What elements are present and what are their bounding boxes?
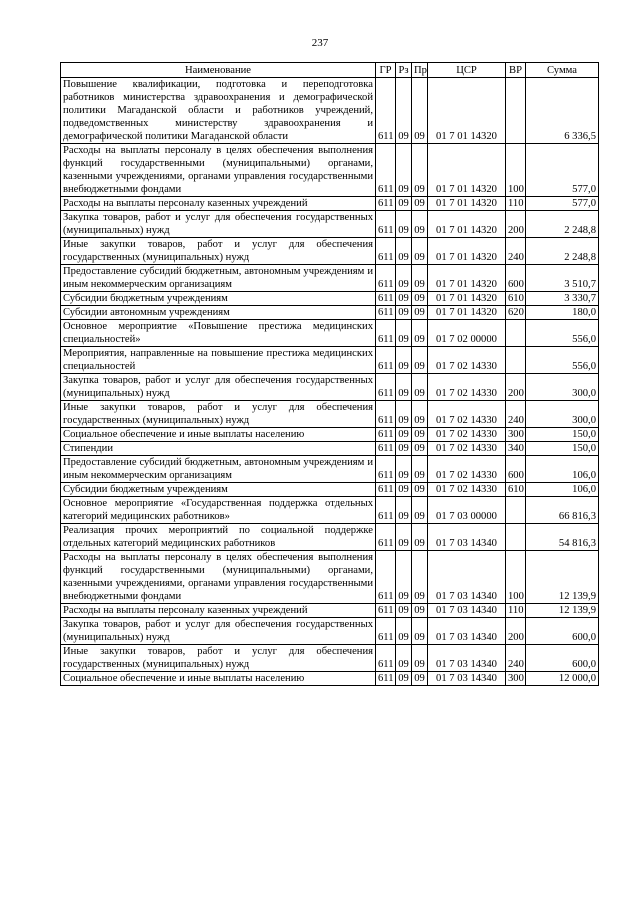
- cell-rz: 09: [396, 78, 412, 144]
- table-row: [61, 306, 599, 320]
- cell-vr: 110: [506, 604, 526, 618]
- cell-name: Субсидии автономным учреждениям: [61, 306, 376, 320]
- table-row: [61, 524, 599, 551]
- cell-sum: 106,0: [526, 456, 599, 483]
- table-row: [61, 265, 599, 292]
- cell-gr: 611: [376, 320, 396, 347]
- cell-csr: 01 7 02 14330: [428, 428, 506, 442]
- cell-vr: [506, 524, 526, 551]
- cell-sum: 577,0: [526, 144, 599, 197]
- cell-pr: 09: [412, 456, 428, 483]
- table-row: [61, 144, 599, 197]
- table-row: [61, 497, 599, 524]
- cell-name: Предоставление субсидий бюджетным, автономным учреждениям и иным некоммерческим организациям: [61, 456, 376, 483]
- cell-rz: 09: [396, 645, 412, 672]
- cell-csr: 01 7 03 14340: [428, 551, 506, 604]
- cell-vr: [506, 497, 526, 524]
- cell-name: Основное мероприятие «Повышение престижа медицинских специальностей»: [61, 320, 376, 347]
- cell-gr: 611: [376, 672, 396, 686]
- cell-gr: 611: [376, 306, 396, 320]
- cell-vr: 100: [506, 144, 526, 197]
- cell-csr: 01 7 02 14330: [428, 483, 506, 497]
- cell-rz: 09: [396, 265, 412, 292]
- cell-csr: 01 7 02 00000: [428, 320, 506, 347]
- cell-pr: 09: [412, 265, 428, 292]
- cell-csr: 01 7 02 14330: [428, 401, 506, 428]
- table-body: [61, 78, 599, 686]
- table-row: [61, 672, 599, 686]
- cell-sum: 3 330,7: [526, 292, 599, 306]
- cell-csr: 01 7 01 14320: [428, 306, 506, 320]
- cell-vr: 610: [506, 292, 526, 306]
- cell-name: Иные закупки товаров, работ и услуг для обеспечения государственных (муниципальных) нужд: [61, 238, 376, 265]
- cell-sum: 180,0: [526, 306, 599, 320]
- cell-gr: 611: [376, 197, 396, 211]
- cell-pr: 09: [412, 618, 428, 645]
- cell-vr: 240: [506, 645, 526, 672]
- cell-name: Расходы на выплаты персоналу казенных учреждений: [61, 197, 376, 211]
- cell-vr: 240: [506, 238, 526, 265]
- cell-gr: 611: [376, 497, 396, 524]
- column-header-name: Наименование: [61, 63, 376, 78]
- cell-pr: 09: [412, 672, 428, 686]
- cell-rz: 09: [396, 428, 412, 442]
- cell-rz: 09: [396, 292, 412, 306]
- cell-sum: 6 336,5: [526, 78, 599, 144]
- cell-gr: 611: [376, 144, 396, 197]
- budget-table: [60, 62, 599, 686]
- cell-name: Закупка товаров, работ и услуг для обеспечения государственных (муниципальных) нужд: [61, 618, 376, 645]
- cell-vr: 110: [506, 197, 526, 211]
- cell-pr: 09: [412, 347, 428, 374]
- cell-csr: 01 7 03 14340: [428, 645, 506, 672]
- cell-sum: 300,0: [526, 401, 599, 428]
- column-header-pr: Пр: [412, 63, 428, 78]
- cell-rz: 09: [396, 497, 412, 524]
- cell-csr: 01 7 01 14320: [428, 265, 506, 292]
- cell-vr: 200: [506, 211, 526, 238]
- cell-pr: 09: [412, 442, 428, 456]
- cell-csr: 01 7 02 14330: [428, 456, 506, 483]
- cell-name: Расходы на выплаты персоналу казенных учреждений: [61, 604, 376, 618]
- cell-csr: 01 7 01 14320: [428, 238, 506, 265]
- cell-csr: 01 7 03 14340: [428, 672, 506, 686]
- cell-pr: 09: [412, 374, 428, 401]
- cell-pr: 09: [412, 401, 428, 428]
- cell-name: Закупка товаров, работ и услуг для обеспечения государственных (муниципальных) нужд: [61, 374, 376, 401]
- cell-gr: 611: [376, 78, 396, 144]
- cell-sum: 2 248,8: [526, 211, 599, 238]
- cell-pr: 09: [412, 524, 428, 551]
- cell-csr: 01 7 03 14340: [428, 524, 506, 551]
- cell-sum: 54 816,3: [526, 524, 599, 551]
- cell-pr: 09: [412, 551, 428, 604]
- cell-name: Расходы на выплаты персоналу в целях обеспечения выполнения функций государственными (муниципальными) органами, казенными учреждениями, органами управления государственными внебюджетными фондами: [61, 144, 376, 197]
- table-row: [61, 483, 599, 497]
- cell-csr: 01 7 01 14320: [428, 211, 506, 238]
- cell-gr: 611: [376, 456, 396, 483]
- cell-rz: 09: [396, 483, 412, 497]
- table-row: [61, 374, 599, 401]
- cell-sum: 66 816,3: [526, 497, 599, 524]
- cell-rz: 09: [396, 374, 412, 401]
- column-header-vr: ВР: [506, 63, 526, 78]
- cell-name: Закупка товаров, работ и услуг для обеспечения государственных (муниципальных) нужд: [61, 211, 376, 238]
- cell-name: Социальное обеспечение и иные выплаты населению: [61, 428, 376, 442]
- table-row: [61, 428, 599, 442]
- table-row: [61, 456, 599, 483]
- cell-sum: 600,0: [526, 618, 599, 645]
- cell-pr: 09: [412, 292, 428, 306]
- cell-rz: 09: [396, 144, 412, 197]
- cell-sum: 2 248,8: [526, 238, 599, 265]
- cell-csr: 01 7 01 14320: [428, 78, 506, 144]
- table-row: [61, 604, 599, 618]
- table-row: [61, 347, 599, 374]
- cell-rz: 09: [396, 672, 412, 686]
- cell-vr: 240: [506, 401, 526, 428]
- column-header-sum: Сумма: [526, 63, 599, 78]
- table-row: [61, 238, 599, 265]
- cell-rz: 09: [396, 604, 412, 618]
- cell-sum: 600,0: [526, 645, 599, 672]
- cell-rz: 09: [396, 306, 412, 320]
- cell-sum: 556,0: [526, 347, 599, 374]
- column-header-gr: ГР: [376, 63, 396, 78]
- cell-sum: 12 139,9: [526, 551, 599, 604]
- cell-gr: 611: [376, 374, 396, 401]
- cell-gr: 611: [376, 347, 396, 374]
- cell-rz: 09: [396, 320, 412, 347]
- table-row: [61, 645, 599, 672]
- cell-gr: 611: [376, 265, 396, 292]
- cell-gr: 611: [376, 238, 396, 265]
- cell-gr: 611: [376, 292, 396, 306]
- cell-pr: 09: [412, 483, 428, 497]
- cell-sum: 577,0: [526, 197, 599, 211]
- cell-sum: 150,0: [526, 442, 599, 456]
- table-row: [61, 551, 599, 604]
- cell-sum: 106,0: [526, 483, 599, 497]
- table-header-row: [61, 63, 599, 78]
- cell-gr: 611: [376, 401, 396, 428]
- cell-csr: 01 7 01 14320: [428, 144, 506, 197]
- cell-name: Иные закупки товаров, работ и услуг для обеспечения государственных (муниципальных) нужд: [61, 645, 376, 672]
- cell-rz: 09: [396, 401, 412, 428]
- cell-name: Основное мероприятие «Государственная поддержка отдельных категорий медицинских работников»: [61, 497, 376, 524]
- cell-name: Субсидии бюджетным учреждениям: [61, 483, 376, 497]
- cell-sum: 12 000,0: [526, 672, 599, 686]
- page-number: 237: [311, 37, 329, 49]
- table-row: [61, 442, 599, 456]
- table-row: [61, 78, 599, 144]
- cell-pr: 09: [412, 78, 428, 144]
- cell-name: Предоставление субсидий бюджетным, автономным учреждениям и иным некоммерческим организациям: [61, 265, 376, 292]
- cell-vr: 300: [506, 428, 526, 442]
- cell-pr: 09: [412, 211, 428, 238]
- cell-rz: 09: [396, 524, 412, 551]
- cell-rz: 09: [396, 551, 412, 604]
- cell-rz: 09: [396, 618, 412, 645]
- table-row: [61, 197, 599, 211]
- column-header-csr: ЦСР: [428, 63, 506, 78]
- cell-vr: 600: [506, 265, 526, 292]
- cell-pr: 09: [412, 604, 428, 618]
- cell-gr: 611: [376, 645, 396, 672]
- cell-vr: 200: [506, 618, 526, 645]
- cell-name: Социальное обеспечение и иные выплаты населению: [61, 672, 376, 686]
- cell-sum: 3 510,7: [526, 265, 599, 292]
- cell-csr: 01 7 03 14340: [428, 618, 506, 645]
- cell-csr: 01 7 01 14320: [428, 197, 506, 211]
- cell-rz: 09: [396, 442, 412, 456]
- cell-vr: 300: [506, 672, 526, 686]
- column-header-rz: Рз: [396, 63, 412, 78]
- cell-pr: 09: [412, 320, 428, 347]
- cell-gr: 611: [376, 618, 396, 645]
- cell-name: Субсидии бюджетным учреждениям: [61, 292, 376, 306]
- cell-sum: 150,0: [526, 428, 599, 442]
- cell-rz: 09: [396, 211, 412, 238]
- cell-gr: 611: [376, 442, 396, 456]
- cell-rz: 09: [396, 238, 412, 265]
- cell-vr: 100: [506, 551, 526, 604]
- cell-csr: 01 7 03 00000: [428, 497, 506, 524]
- cell-gr: 611: [376, 551, 396, 604]
- cell-pr: 09: [412, 645, 428, 672]
- cell-gr: 611: [376, 428, 396, 442]
- cell-gr: 611: [376, 604, 396, 618]
- cell-vr: 600: [506, 456, 526, 483]
- cell-gr: 611: [376, 524, 396, 551]
- table-row: [61, 401, 599, 428]
- cell-pr: 09: [412, 306, 428, 320]
- cell-csr: 01 7 03 14340: [428, 604, 506, 618]
- cell-vr: 610: [506, 483, 526, 497]
- cell-name: Расходы на выплаты персоналу в целях обеспечения выполнения функций государственными (муниципальными) органами, казенными учреждениями, органами управления государственными внебюджетными фондами: [61, 551, 376, 604]
- cell-sum: 300,0: [526, 374, 599, 401]
- table-row: [61, 618, 599, 645]
- table-row: [61, 320, 599, 347]
- cell-pr: 09: [412, 428, 428, 442]
- cell-vr: 620: [506, 306, 526, 320]
- table-row: [61, 292, 599, 306]
- cell-vr: [506, 320, 526, 347]
- cell-vr: [506, 78, 526, 144]
- cell-name: Стипендии: [61, 442, 376, 456]
- cell-sum: 556,0: [526, 320, 599, 347]
- cell-csr: 01 7 02 14330: [428, 374, 506, 401]
- cell-vr: [506, 347, 526, 374]
- cell-csr: 01 7 02 14330: [428, 347, 506, 374]
- table-row: [61, 211, 599, 238]
- cell-name: Реализация прочих мероприятий по социальной поддержке отдельных категорий медицинских работников: [61, 524, 376, 551]
- cell-csr: 01 7 01 14320: [428, 292, 506, 306]
- cell-vr: 340: [506, 442, 526, 456]
- cell-pr: 09: [412, 144, 428, 197]
- cell-rz: 09: [396, 347, 412, 374]
- cell-name: Иные закупки товаров, работ и услуг для обеспечения государственных (муниципальных) нужд: [61, 401, 376, 428]
- cell-sum: 12 139,9: [526, 604, 599, 618]
- cell-name: Мероприятия, направленные на повышение престижа медицинских специальностей: [61, 347, 376, 374]
- cell-pr: 09: [412, 238, 428, 265]
- cell-vr: 200: [506, 374, 526, 401]
- cell-rz: 09: [396, 456, 412, 483]
- cell-csr: 01 7 02 14330: [428, 442, 506, 456]
- cell-rz: 09: [396, 197, 412, 211]
- cell-gr: 611: [376, 211, 396, 238]
- cell-pr: 09: [412, 197, 428, 211]
- cell-name: Повышение квалификации, подготовка и переподготовка работников министерства здравоохранения и демографической политики Магаданской области и работников учреждений, подведомственных министерству здравоохранения и демографической политики Магаданской области: [61, 78, 376, 144]
- cell-pr: 09: [412, 497, 428, 524]
- cell-gr: 611: [376, 483, 396, 497]
